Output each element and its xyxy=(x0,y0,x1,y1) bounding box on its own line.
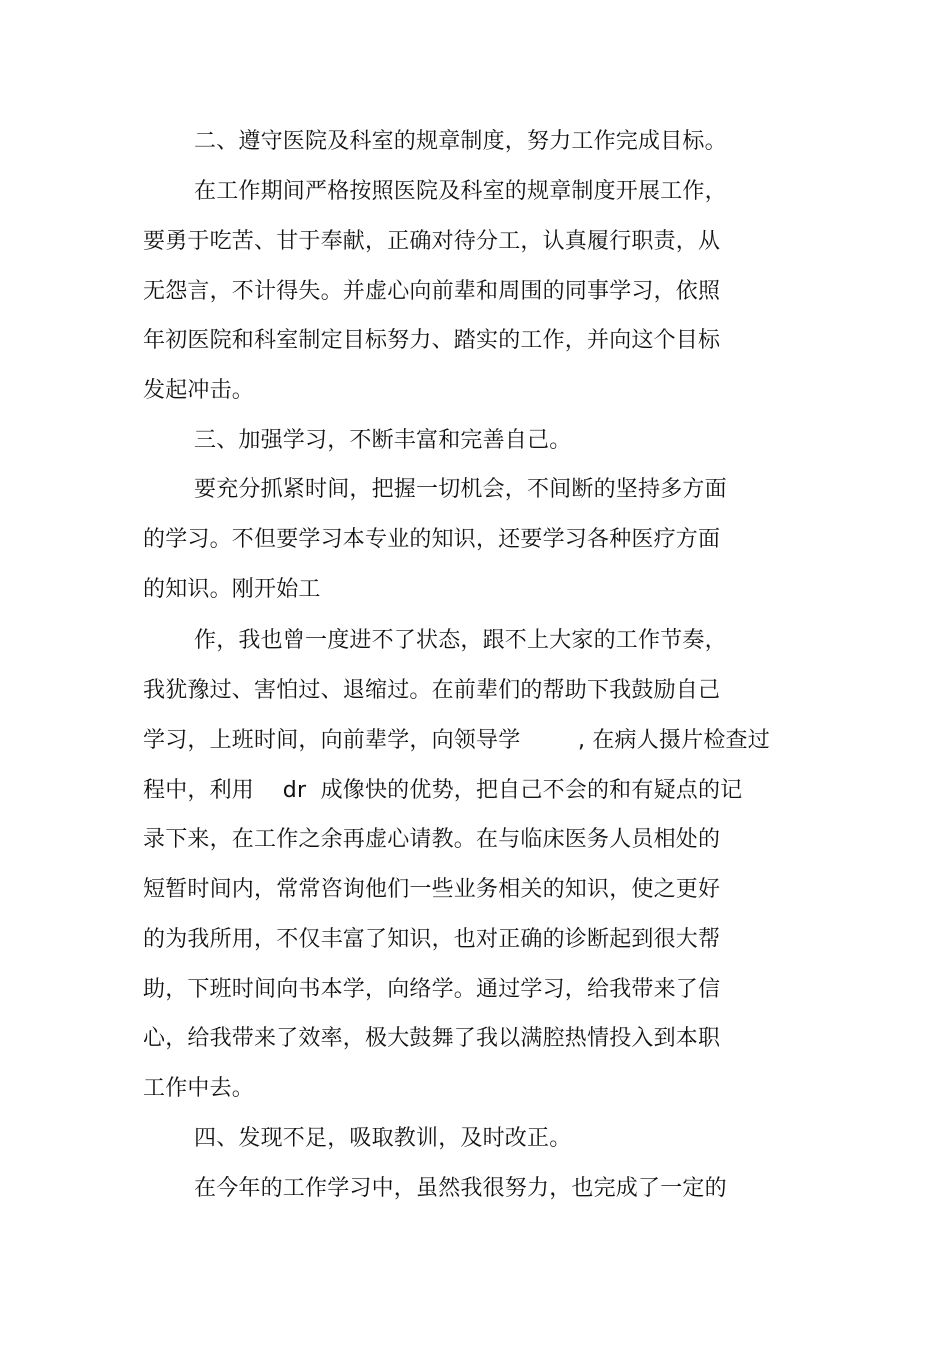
heading-section-3: 三、加强学习，不断丰富和完善自己。 xyxy=(194,428,572,453)
paragraph-line: 程中，利用 dr 成像快的优势，把自己不会的和有疑点的记 xyxy=(143,778,743,803)
paragraph-line: 要勇于吃苦、甘于奉献，正确对待分工，认真履行职责，从 xyxy=(143,229,721,254)
paragraph-line: 在今年的工作学习中，虽然我很努力，也完成了一定的 xyxy=(194,1176,727,1201)
heading-section-2: 二、遵守医院及科室的规章制度，努力工作完成目标。 xyxy=(194,129,727,154)
paragraph-line: 发起冲击。 xyxy=(143,378,255,403)
paragraph-line: 作，我也曾一度进不了状态，跟不上大家的工作节奏， xyxy=(194,628,727,653)
heading-section-4: 四、发现不足，吸取教训，及时改正。 xyxy=(194,1126,572,1151)
paragraph-line: 的知识。刚开始工 xyxy=(143,577,321,602)
paragraph-line: 短暂时间内，常常咨询他们一些业务相关的知识，使之更好 xyxy=(143,877,721,902)
paragraph-line: 心，给我带来了效率，极大鼓舞了我以满腔热情投入到本职 xyxy=(143,1026,721,1051)
paragraph-line: 学习，上班时间，向前辈学，向领导学 , 在病人摄片检查过 xyxy=(143,728,770,753)
paragraph-line: 我犹豫过、害怕过、退缩过。在前辈们的帮助下我鼓励自己 xyxy=(143,678,721,703)
paragraph-line: 录下来，在工作之余再虚心请教。在与临床医务人员相处的 xyxy=(143,827,721,852)
paragraph-line: 的为我所用，不仅丰富了知识，也对正确的诊断起到很大帮 xyxy=(143,927,721,952)
paragraph-line: 无怨言，不计得失。并虚心向前辈和周围的同事学习，依照 xyxy=(143,279,721,304)
paragraph-line: 要充分抓紧时间，把握一切机会，不间断的坚持多方面 xyxy=(194,477,727,502)
paragraph-line: 年初医院和科室制定目标努力、踏实的工作，并向这个目标 xyxy=(143,328,721,353)
paragraph-line: 工作中去。 xyxy=(143,1076,255,1101)
paragraph-line: 助，下班时间向书本学，向络学。通过学习，给我带来了信 xyxy=(143,977,721,1002)
paragraph-line: 的学习。不但要学习本专业的知识，还要学习各种医疗方面 xyxy=(143,527,721,552)
paragraph-line: 在工作期间严格按照医院及科室的规章制度开展工作， xyxy=(194,179,727,204)
